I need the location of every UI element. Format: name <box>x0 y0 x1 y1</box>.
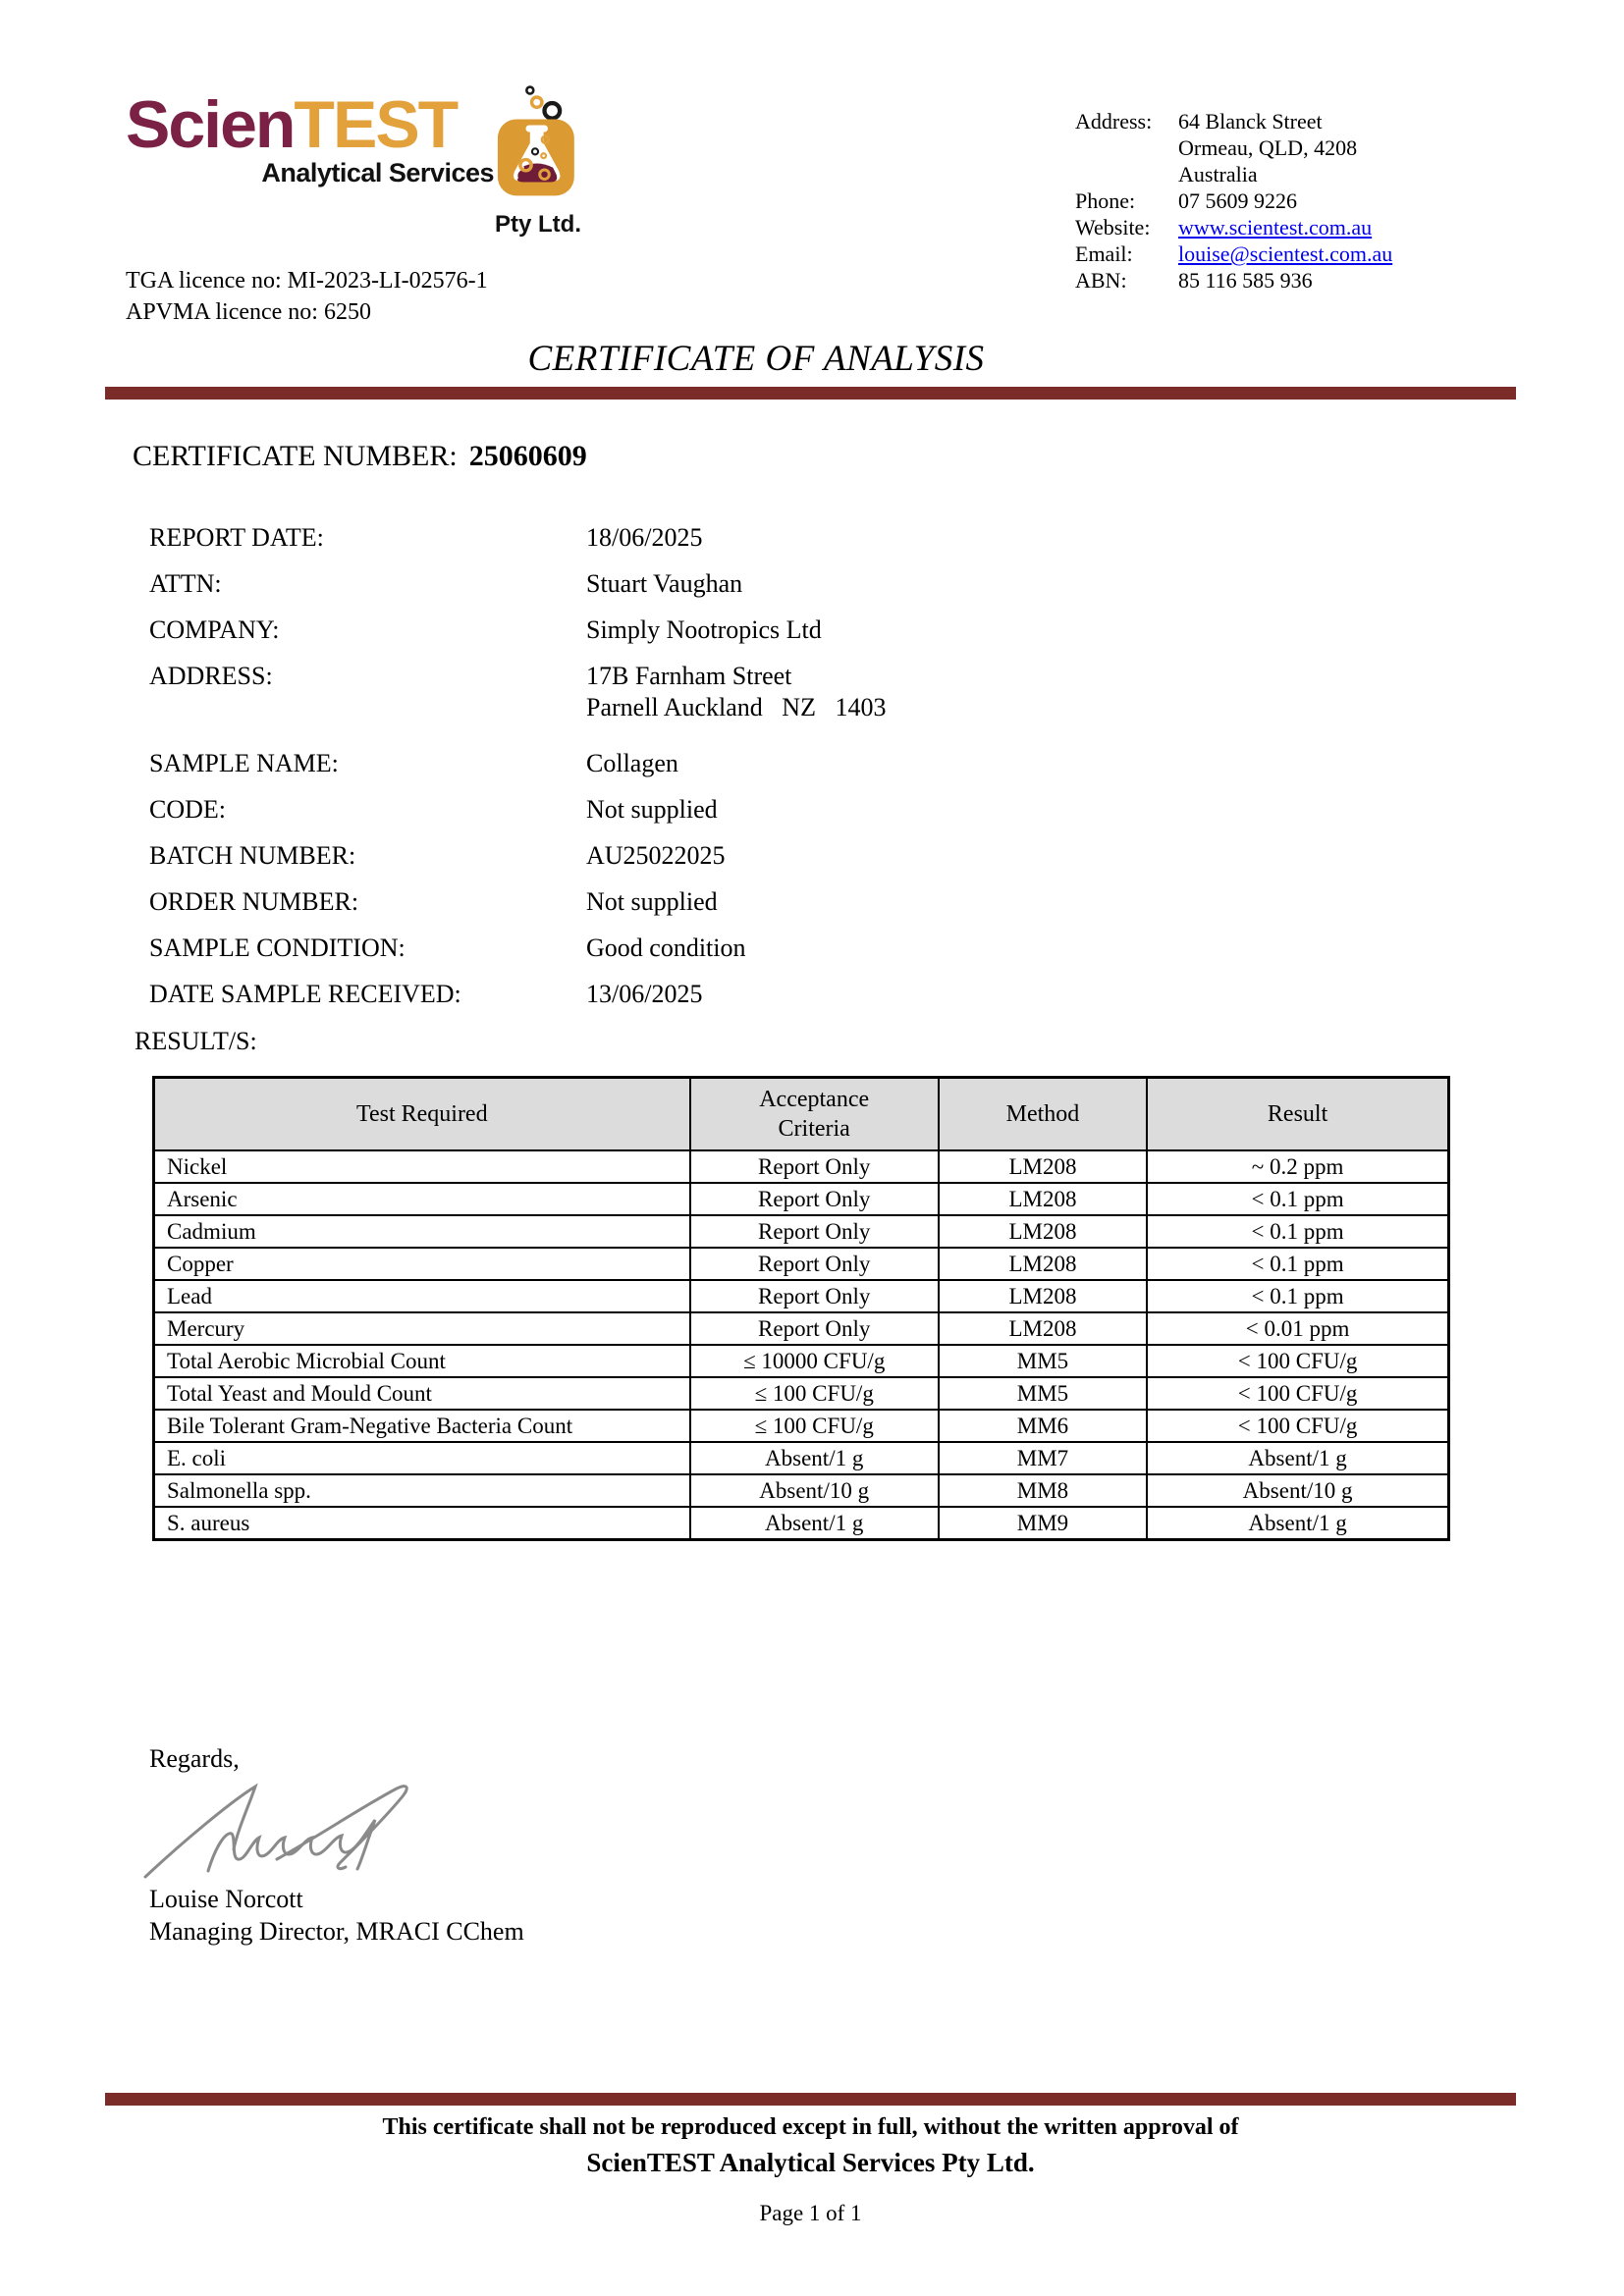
result-cell: Absent/1 g <box>1147 1442 1448 1474</box>
lab-contact-block <box>1075 108 1522 294</box>
detail-row <box>149 522 1033 554</box>
detail-label: DATE SAMPLE RECEIVED: <box>149 980 461 1008</box>
detail-value-line: Simply Nootropics Ltd <box>586 615 822 644</box>
detail-value-line: 18/06/2025 <box>586 523 703 552</box>
apvma-licence: APVMA licence no: 6250 <box>126 299 371 325</box>
column-header-text: Test Required <box>355 1100 488 1127</box>
signatory-title: Managing Director, MRACI CChem <box>149 1917 524 1946</box>
table-row <box>154 1507 1449 1540</box>
contact-label-address: Address: <box>1075 109 1153 133</box>
certificate-number-value: 25060609 <box>468 440 587 472</box>
results-header-row <box>154 1078 1449 1150</box>
contact-label-website: Website: <box>1075 215 1151 240</box>
detail-row <box>149 568 1033 600</box>
result-cell: < 0.1 ppm <box>1147 1280 1448 1312</box>
result-cell: ≤ 10000 CFU/g <box>690 1345 939 1377</box>
result-cell: MM5 <box>939 1377 1147 1410</box>
detail-row <box>149 933 1033 964</box>
result-cell: MM5 <box>939 1345 1147 1377</box>
result-cell: MM7 <box>939 1442 1147 1474</box>
sample-details <box>149 522 1033 1025</box>
detail-value-line: AU25022025 <box>586 841 726 870</box>
logo-suffix: Pty Ltd. <box>495 211 581 238</box>
column-header <box>939 1078 1147 1150</box>
handwritten-signature-icon <box>139 1779 454 1885</box>
test-name-cell: Nickel <box>154 1150 690 1183</box>
detail-value <box>586 661 1033 723</box>
results-table <box>152 1076 1450 1541</box>
detail-value-line: Stuart Vaughan <box>586 569 743 598</box>
detail-label: SAMPLE CONDITION: <box>149 934 406 962</box>
logo-tagline: Analytical Services <box>261 158 494 187</box>
footer-disclaimer-line2: ScienTEST Analytical Services Pty Ltd. <box>586 2148 1035 2177</box>
test-name-cell: S. aureus <box>154 1507 690 1540</box>
column-header <box>690 1078 939 1150</box>
test-name-cell: Lead <box>154 1280 690 1312</box>
page-number: Page 1 of 1 <box>759 2201 862 2225</box>
result-cell: Report Only <box>690 1280 939 1312</box>
result-cell: LM208 <box>939 1215 1147 1248</box>
email-link[interactable]: louise@scientest.com.au <box>1178 241 1393 266</box>
result-cell: MM8 <box>939 1474 1147 1507</box>
contact-row-email <box>1075 240 1522 267</box>
detail-value <box>586 979 1033 1010</box>
table-row <box>154 1280 1449 1312</box>
detail-row <box>149 840 1033 872</box>
result-cell: < 0.1 ppm <box>1147 1183 1448 1215</box>
table-row <box>154 1345 1449 1377</box>
detail-row <box>149 614 1033 646</box>
detail-value-line: Parnell Auckland NZ 1403 <box>586 693 887 721</box>
test-name-cell: Total Yeast and Mould Count <box>154 1377 690 1410</box>
result-cell: MM9 <box>939 1507 1147 1540</box>
address-line: 64 Blanck Street <box>1178 109 1323 133</box>
table-row <box>154 1377 1449 1410</box>
flask-logo-icon <box>491 83 579 205</box>
website-link[interactable]: www.scientest.com.au <box>1178 215 1373 240</box>
detail-row <box>149 661 1033 723</box>
detail-label: ATTN: <box>149 569 222 598</box>
detail-value <box>586 614 1033 646</box>
contact-value-email <box>1178 240 1522 267</box>
detail-row <box>149 979 1033 1010</box>
table-row <box>154 1183 1449 1215</box>
detail-label: BATCH NUMBER: <box>149 841 356 870</box>
column-header <box>154 1078 690 1150</box>
contact-row-address <box>1075 108 1522 187</box>
result-cell: < 0.01 ppm <box>1147 1312 1448 1345</box>
detail-label: CODE: <box>149 795 226 824</box>
result-cell: Report Only <box>690 1312 939 1345</box>
result-cell: LM208 <box>939 1248 1147 1280</box>
result-cell: Absent/1 g <box>690 1442 939 1474</box>
detail-label: REPORT DATE: <box>149 523 324 552</box>
closing-text: Regards, <box>149 1744 240 1773</box>
result-cell: LM208 <box>939 1280 1147 1312</box>
detail-value-line: 17B Farnham Street <box>586 662 792 690</box>
test-name-cell: Copper <box>154 1248 690 1280</box>
detail-label: SAMPLE NAME: <box>149 749 339 777</box>
result-cell: ≤ 100 CFU/g <box>690 1410 939 1442</box>
licence-block <box>126 265 488 328</box>
detail-value <box>586 748 1033 779</box>
test-name-cell: Cadmium <box>154 1215 690 1248</box>
result-cell: MM6 <box>939 1410 1147 1442</box>
contact-value-abn <box>1178 267 1522 294</box>
result-cell: < 100 CFU/g <box>1147 1377 1448 1410</box>
company-logo <box>126 87 494 187</box>
result-cell: Report Only <box>690 1215 939 1248</box>
phone-line: 07 5609 9226 <box>1178 188 1297 213</box>
table-row <box>154 1474 1449 1507</box>
contact-label-phone: Phone: <box>1075 188 1136 213</box>
detail-value <box>586 568 1033 600</box>
divider-rule-top <box>105 387 1516 400</box>
test-name-cell: Salmonella spp. <box>154 1474 690 1507</box>
table-row <box>154 1312 1449 1345</box>
signature-block <box>149 1742 524 1948</box>
contact-row-website <box>1075 214 1522 240</box>
test-name-cell: Mercury <box>154 1312 690 1345</box>
detail-value-line: Not supplied <box>586 795 718 824</box>
result-cell: Report Only <box>690 1150 939 1183</box>
abn-line: 85 116 585 936 <box>1178 268 1313 293</box>
document-title: CERTIFICATE OF ANALYSIS <box>527 339 985 379</box>
table-row <box>154 1442 1449 1474</box>
test-name-cell: Bile Tolerant Gram-Negative Bacteria Count <box>154 1410 690 1442</box>
result-cell: Absent/1 g <box>1147 1507 1448 1540</box>
website-line <box>1178 214 1522 240</box>
certificate-number-label: CERTIFICATE NUMBER: <box>133 440 458 472</box>
column-header-text: Method <box>1005 1100 1080 1127</box>
detail-row <box>149 748 1033 779</box>
detail-label: COMPANY: <box>149 615 280 644</box>
test-name-cell: E. coli <box>154 1442 690 1474</box>
logo-wordmark <box>126 87 494 162</box>
detail-value <box>586 933 1033 964</box>
test-name-cell: Total Aerobic Microbial Count <box>154 1345 690 1377</box>
test-name-cell: Arsenic <box>154 1183 690 1215</box>
email-line <box>1178 240 1522 267</box>
footer-disclaimer-line1: This certificate shall not be reproduced except in full, without the written approval of <box>382 2114 1239 2140</box>
contact-row-phone <box>1075 187 1522 214</box>
result-cell: Absent/10 g <box>1147 1474 1448 1507</box>
logo-text-test: TEST <box>294 87 458 162</box>
result-cell: < 100 CFU/g <box>1147 1410 1448 1442</box>
tga-licence: TGA licence no: MI-2023-LI-02576-1 <box>126 268 488 294</box>
table-row <box>154 1248 1449 1280</box>
detail-value <box>586 522 1033 554</box>
result-cell: < 0.1 ppm <box>1147 1248 1448 1280</box>
logo-text-scien: Scien <box>126 87 295 162</box>
results-label: RESULT/S: <box>135 1027 257 1055</box>
detail-value-line: Good condition <box>586 934 746 962</box>
result-cell: ≤ 100 CFU/g <box>690 1377 939 1410</box>
contact-label-email: Email: <box>1075 241 1133 266</box>
detail-label: ADDRESS: <box>149 662 273 690</box>
divider-rule-bottom <box>105 2093 1516 2106</box>
column-header <box>1147 1078 1448 1150</box>
result-cell: < 100 CFU/g <box>1147 1345 1448 1377</box>
table-row <box>154 1215 1449 1248</box>
table-row <box>154 1410 1449 1442</box>
detail-value-line: Not supplied <box>586 887 718 916</box>
contact-value-phone <box>1178 187 1522 214</box>
detail-label: ORDER NUMBER: <box>149 887 359 916</box>
detail-value <box>586 794 1033 826</box>
detail-value-line: 13/06/2025 <box>586 980 703 1008</box>
result-cell: LM208 <box>939 1183 1147 1215</box>
result-cell: Report Only <box>690 1248 939 1280</box>
detail-value-line: Collagen <box>586 749 678 777</box>
result-cell: < 0.1 ppm <box>1147 1215 1448 1248</box>
address-line: Australia <box>1178 162 1258 187</box>
signatory-name: Louise Norcott <box>149 1885 303 1913</box>
result-cell: Absent/10 g <box>690 1474 939 1507</box>
result-cell: LM208 <box>939 1312 1147 1345</box>
result-cell: Report Only <box>690 1183 939 1215</box>
contact-row-abn <box>1075 267 1522 294</box>
detail-row <box>149 794 1033 826</box>
contact-value-website <box>1178 214 1522 240</box>
certificate-number-line <box>133 440 587 473</box>
detail-value <box>586 886 1033 918</box>
result-cell: ~ 0.2 ppm <box>1147 1150 1448 1183</box>
address-line: Ormeau, QLD, 4208 <box>1178 135 1358 160</box>
contact-label-abn: ABN: <box>1075 268 1127 293</box>
detail-value <box>586 840 1033 872</box>
result-cell: Absent/1 g <box>690 1507 939 1540</box>
result-cell: LM208 <box>939 1150 1147 1183</box>
contact-value-address <box>1178 108 1522 187</box>
column-header-text: Result <box>1267 1100 1328 1127</box>
column-header-text: Acceptance Criteria <box>759 1086 870 1142</box>
detail-row <box>149 886 1033 918</box>
table-row <box>154 1150 1449 1183</box>
